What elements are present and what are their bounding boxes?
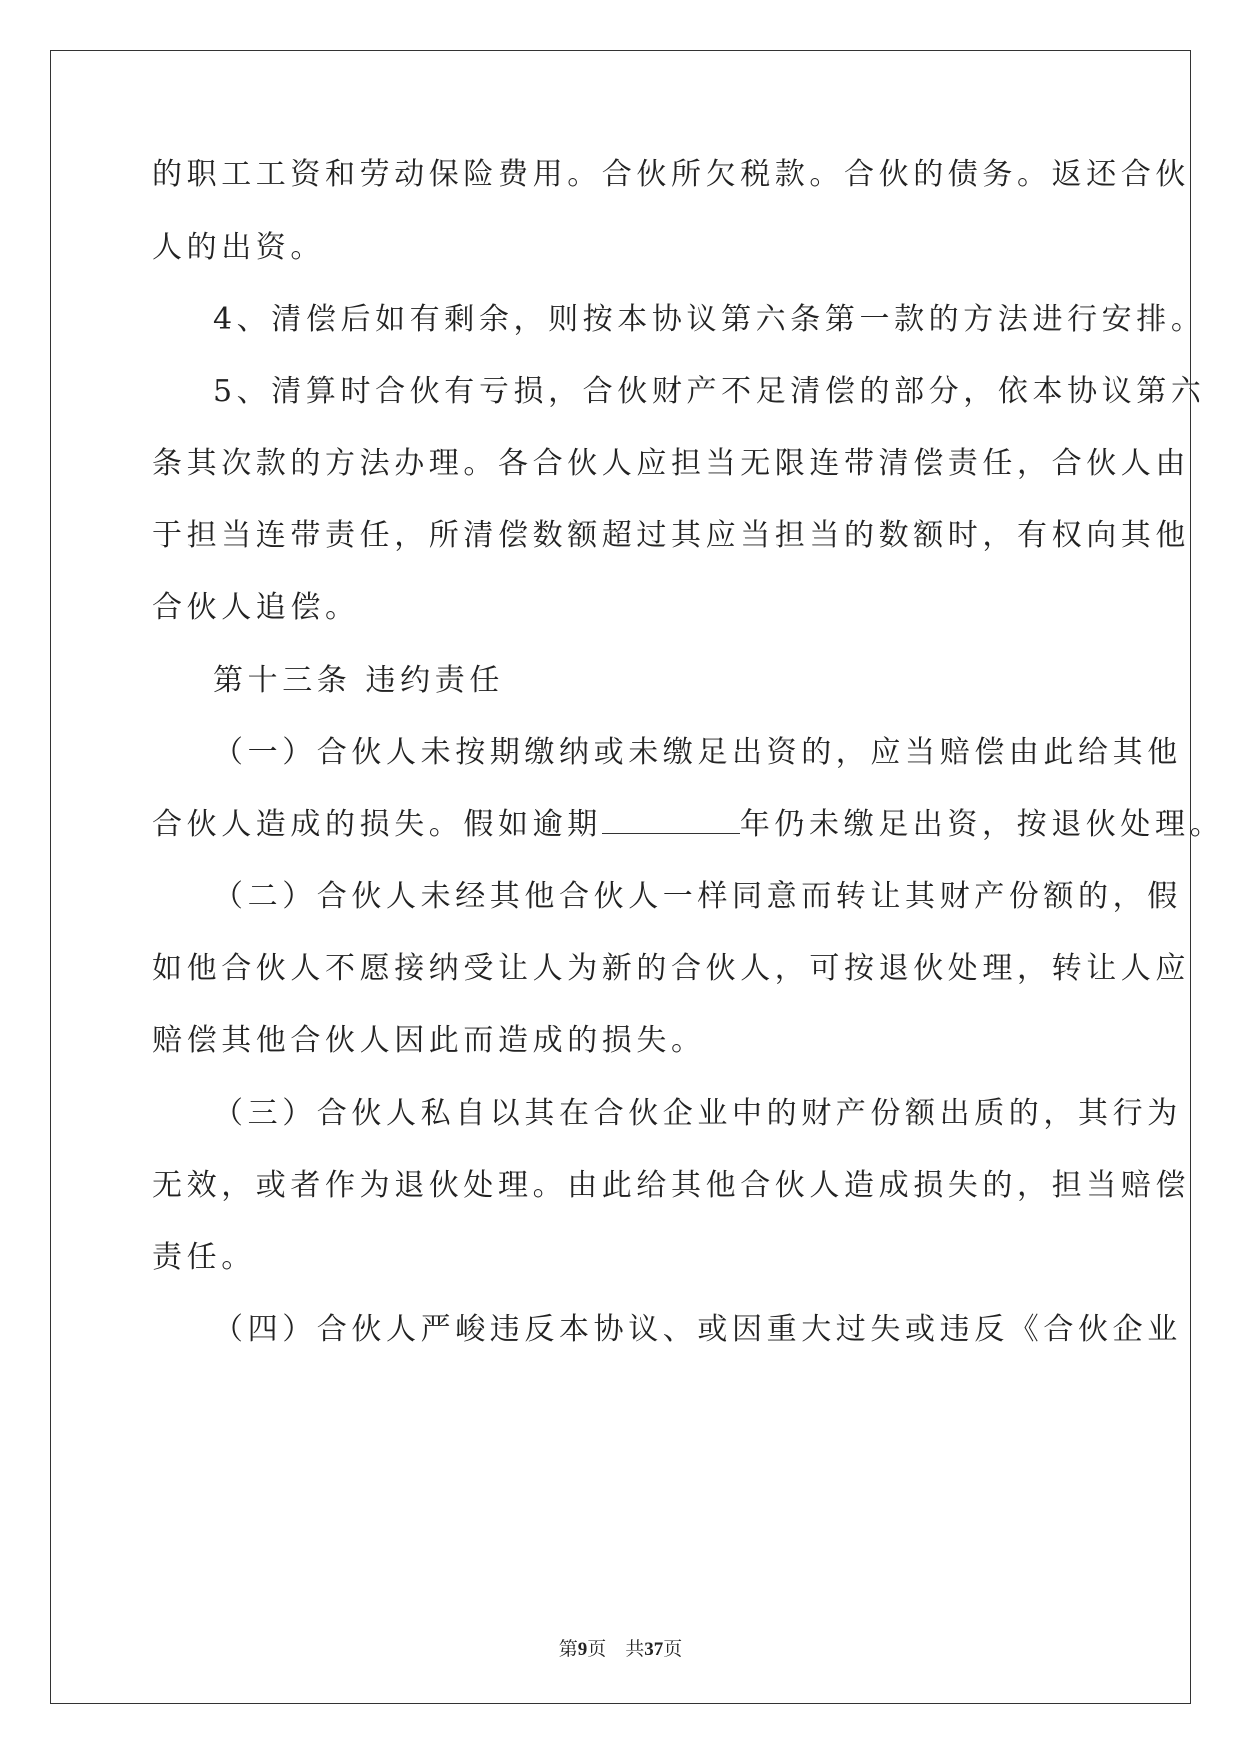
text-line: （四）合伙人严峻违反本协议、或因重大过失或违反《合伙企业: [213, 1312, 1182, 1347]
page-number: 9: [577, 1639, 588, 1660]
footer-prefix: 第: [558, 1638, 578, 1660]
text-line: 如他合伙人不愿接纳受让人为新的合伙人，可按退伙处理，转让人应: [152, 951, 1190, 986]
total-pages: 37: [644, 1639, 664, 1660]
text-line: 条其次款的方法办理。各合伙人应担当无限连带清偿责任，合伙人由: [152, 446, 1190, 481]
text-segment: 年仍未缴足出资，按退伙处理。: [739, 807, 1225, 842]
text-line: 的职工工资和劳动保险费用。合伙所欠税款。合伙的债务。返还合伙: [152, 157, 1190, 192]
text-line: 无效，或者作为退伙处理。由此给其他合伙人造成损失的，担当赔偿: [152, 1168, 1190, 1203]
text-line: 5、清算时合伙有亏损，合伙财产不足清偿的部分，依本协议第六: [213, 374, 1206, 409]
text-line: 人的出资。: [152, 230, 325, 265]
text-line: （一）合伙人未按期缴纳或未缴足出资的，应当赔偿由此给其他: [213, 735, 1182, 770]
section-heading: 第十三条 违约责任: [213, 663, 504, 698]
text-line: 责任。: [152, 1240, 256, 1275]
page-footer: [0, 1634, 1241, 1661]
text-line: 4、清偿后如有剩余，则按本协议第六条第一款的方法进行安排。: [213, 302, 1206, 337]
text-line-with-blank: [152, 805, 1224, 845]
footer-mid: 页 共: [587, 1638, 645, 1660]
text-line: 合伙人追偿。: [152, 590, 360, 625]
footer-suffix: 页: [663, 1638, 683, 1660]
text-line: （三）合伙人私自以其在合伙企业中的财产份额出质的，其行为: [213, 1096, 1182, 1131]
text-segment: 合伙人造成的损失。假如逾期: [152, 807, 602, 842]
text-line: （二）合伙人未经其他合伙人一样同意而转让其财产份额的，假: [213, 879, 1182, 914]
text-line: 赔偿其他合伙人因此而造成的损失。: [152, 1023, 706, 1058]
text-line: 于担当连带责任，所清偿数额超过其应当担当的数额时，有权向其他: [152, 518, 1190, 553]
fill-in-blank: [602, 807, 740, 834]
